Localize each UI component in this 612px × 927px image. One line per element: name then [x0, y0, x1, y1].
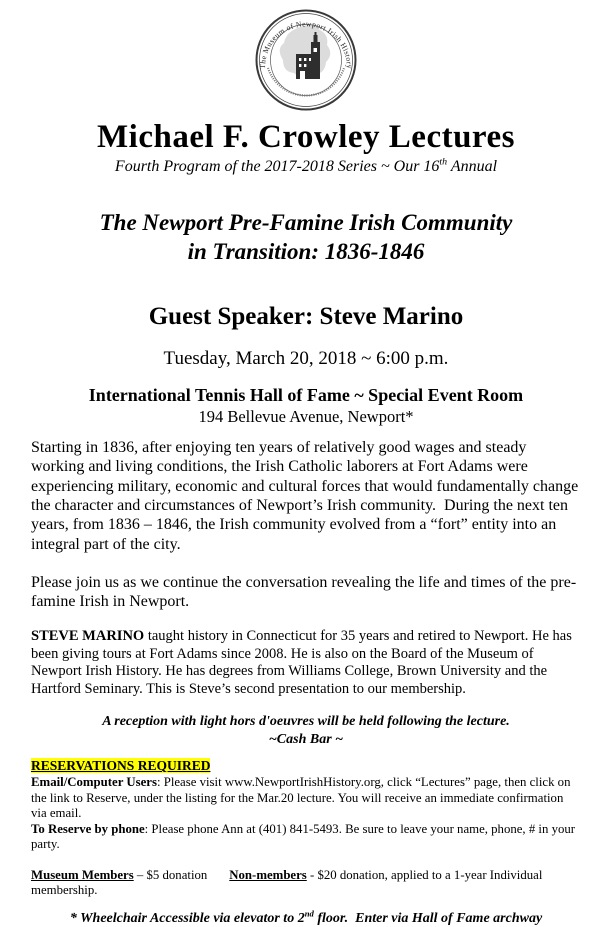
phone-reserve-text: : Please phone Ann at (401) 841-5493. Be sure to leave your name, phone, # in your party. [31, 821, 579, 852]
lecture-title-line2: in Transition: 1836-1846 [187, 239, 425, 265]
accessibility-superscript: nd [304, 908, 314, 919]
email-reservation-instructions [31, 775, 581, 822]
phone-reserve-label: To Reserve by phone [31, 821, 145, 836]
reservations-required-heading: RESERVATIONS REQUIRED [31, 758, 211, 774]
seal-arc-text: The Museum of Newport Irish History [257, 19, 355, 70]
accessibility-text: * Wheelchair Accessible via elevator to 2 [69, 911, 305, 927]
logo-container [0, 0, 612, 117]
speaker-bio [31, 628, 581, 699]
subtitle-suffix: Annual [447, 158, 498, 175]
non-members-text: - $20 donation, applied to a 1-year Individual membership. [31, 868, 546, 898]
lecture-title-line1: The Newport Pre-Famine Irish Community [99, 210, 513, 235]
page-title: Michael F. Crowley Lectures [97, 119, 515, 155]
speaker-bio-text: taught history in Connecticut for 35 years and retired to Newport. He has been giving tours at Fort Adams since 2008. He is also on the Board of the Museum of Newport Irish History. He has degrees from Williams College, Brown University and the Hartford Seminary. This is Steve’s second presentation to our membership. [31, 627, 576, 698]
speaker-bio-name: STEVE MARINO [31, 627, 145, 644]
event-datetime: Tuesday, March 20, 2018 ~ 6:00 p.m. [163, 347, 449, 369]
email-users-label: Email/Computer Users [31, 775, 157, 790]
description-paragraph-1: Starting in 1836, after enjoying ten years of relatively good wages and steady working and living conditions, the Irish Catholic laborers at Fort Adams were experiencing military, economic and cultural forces that would fundamentally change the character and circumstances of Newport’s Irish community. During the next ten years, from 1836 – 1846, the Irish community evolved from a “fort” entity into an integral part of the city. [31, 438, 583, 553]
museum-members-label: Museum Members [31, 868, 134, 883]
subtitle-superscript: th [439, 156, 448, 168]
event-venue: International Tennis Hall of Fame ~ Special Event Room [88, 384, 524, 405]
reservations-section [0, 758, 612, 853]
series-subtitle [0, 158, 612, 176]
description-paragraph-2: Please join us as we continue the conversation revealing the life and times of the pre-famine Irish in Newport. [31, 574, 577, 611]
guest-speaker-heading: Guest Speaker: Steve Marino [148, 302, 464, 330]
phone-reservation-instructions [31, 822, 581, 853]
reception-note [0, 713, 612, 749]
cash-bar-line: ~Cash Bar ~ [268, 732, 344, 748]
museum-seal-icon [254, 8, 358, 112]
lecture-title [0, 208, 612, 267]
reception-line: A reception with light hors d'oeuvres will be held following the lecture. [102, 714, 510, 730]
event-address: 194 Bellevue Avenue, Newport* [198, 406, 414, 426]
subtitle-text: Fourth Program of the 2017-2018 Series ~ Our 16 [114, 158, 440, 175]
email-users-text: : Please visit www.NewportIrishHistory.org, click “Lectures” page, then click on the link to Reserve, under the listing for the Mar.20 lecture. You will receive an immediate confirmation via email. [31, 775, 574, 821]
accessibility-note [0, 908, 612, 927]
donation-line [0, 868, 612, 898]
accessibility-suffix: floor. Enter via Hall of Fame archway [313, 911, 543, 927]
museum-members-text: – $5 donation [133, 868, 208, 883]
non-members-label: Non-members [229, 868, 307, 883]
body-section [0, 438, 612, 699]
